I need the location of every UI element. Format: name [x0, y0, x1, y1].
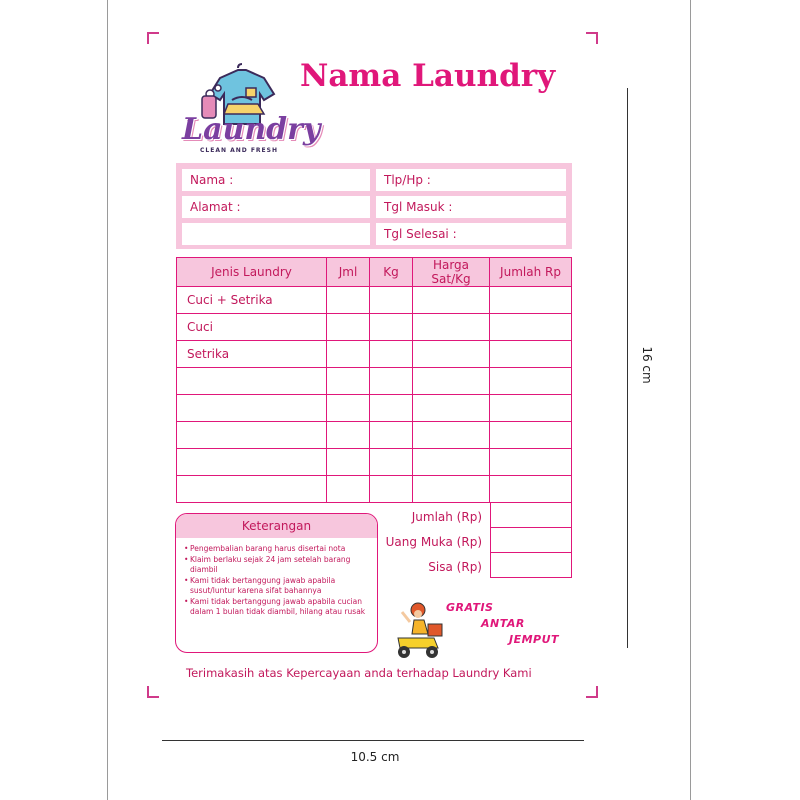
uang-muka-label: Uang Muka (Rp)	[385, 535, 482, 549]
service-name: Cuci + Setrika	[177, 287, 327, 314]
tgl-masuk-field[interactable]: Tgl Masuk :	[376, 196, 566, 218]
header-kg: Kg	[370, 258, 413, 287]
crop-mark-bottom-right	[586, 686, 598, 698]
laundry-items-table	[176, 257, 572, 503]
service-name[interactable]	[177, 422, 327, 449]
delivery-scooter-icon	[388, 600, 448, 662]
list-item: • Kami tidak bertanggung jawab apabila cucian dalam 1 bulan tidak diambil, hilang atau rusak	[184, 597, 371, 617]
list-item: • Pengembalian barang harus disertai nota	[184, 544, 371, 554]
promo-jemput: JEMPUT	[509, 633, 560, 646]
promo-gratis: GRATIS	[446, 601, 494, 614]
cell[interactable]	[490, 341, 572, 368]
cell[interactable]	[370, 476, 413, 503]
tgl-selesai-field[interactable]: Tgl Selesai :	[376, 223, 566, 245]
height-dimension-label: 16 cm	[640, 346, 654, 384]
crop-mark-top-left	[147, 32, 159, 44]
table-row	[177, 314, 572, 341]
nama-field[interactable]: Nama :	[182, 169, 370, 191]
cell[interactable]	[490, 368, 572, 395]
table-row	[177, 476, 572, 503]
cell[interactable]	[370, 449, 413, 476]
jumlah-label: Jumlah (Rp)	[411, 510, 482, 524]
table-row	[177, 287, 572, 314]
crop-mark-bottom-left	[147, 686, 159, 698]
sisa-label: Sisa (Rp)	[428, 560, 482, 574]
cell[interactable]	[490, 314, 572, 341]
header-harga: Harga Sat/Kg	[413, 258, 490, 287]
cell[interactable]	[327, 341, 370, 368]
list-item: • Klaim berlaku sejak 24 jam setelah barang diambil	[184, 555, 371, 575]
header-jumlah: Jumlah Rp	[490, 258, 572, 287]
cell[interactable]	[370, 341, 413, 368]
cell[interactable]	[327, 395, 370, 422]
cell[interactable]	[370, 422, 413, 449]
tlp-hp-field[interactable]: Tlp/Hp :	[376, 169, 566, 191]
cell[interactable]	[413, 368, 490, 395]
footer-thanks-text: Terimakasih atas Kepercayaan anda terhadap Laundry Kami	[186, 666, 532, 680]
cell[interactable]	[413, 341, 490, 368]
cell[interactable]	[327, 368, 370, 395]
alamat-field[interactable]: Alamat :	[182, 196, 370, 218]
cell[interactable]	[370, 368, 413, 395]
cell[interactable]	[327, 449, 370, 476]
width-dimension-line	[162, 740, 584, 741]
header-jml: Jml	[327, 258, 370, 287]
header-jenis-laundry: Jenis Laundry	[177, 258, 327, 287]
service-name[interactable]	[177, 395, 327, 422]
cell[interactable]	[490, 449, 572, 476]
table-header-row	[177, 258, 572, 287]
table-row	[177, 449, 572, 476]
service-name: Cuci	[177, 314, 327, 341]
cell[interactable]	[370, 314, 413, 341]
cell[interactable]	[413, 476, 490, 503]
cell[interactable]	[370, 287, 413, 314]
keterangan-title: Keterangan	[176, 514, 377, 538]
height-dimension-line	[627, 88, 628, 648]
service-name[interactable]	[177, 449, 327, 476]
service-name[interactable]	[177, 476, 327, 503]
keterangan-list	[176, 538, 377, 617]
cell[interactable]	[413, 422, 490, 449]
customer-info-box	[176, 163, 572, 249]
keterangan-box	[175, 513, 378, 653]
list-item: • Kami tidak bertanggung jawab apabila susut/luntur karena sifat bahannya	[184, 576, 371, 596]
sisa-value-cell[interactable]	[490, 552, 572, 578]
logo-text: Laundry	[182, 112, 321, 147]
cell[interactable]	[327, 422, 370, 449]
shop-name-title: Nama Laundry	[300, 58, 556, 94]
cell[interactable]	[370, 395, 413, 422]
uang-muka-value-cell[interactable]	[490, 527, 572, 553]
promo-antar: ANTAR	[481, 617, 525, 630]
table-row	[177, 395, 572, 422]
cell[interactable]	[413, 449, 490, 476]
cell[interactable]	[490, 287, 572, 314]
cell[interactable]	[413, 287, 490, 314]
cell[interactable]	[413, 395, 490, 422]
width-dimension-label: 10.5 cm	[350, 750, 400, 764]
service-name[interactable]	[177, 368, 327, 395]
cell[interactable]	[327, 476, 370, 503]
crop-mark-top-right	[586, 32, 598, 44]
cell[interactable]	[490, 476, 572, 503]
table-row	[177, 368, 572, 395]
cell[interactable]	[490, 422, 572, 449]
cell[interactable]	[327, 287, 370, 314]
logo-tagline: CLEAN AND FRESH	[200, 147, 278, 154]
cell[interactable]	[413, 314, 490, 341]
service-name: Setrika	[177, 341, 327, 368]
cell[interactable]	[327, 314, 370, 341]
alamat-field-line-2[interactable]	[182, 223, 370, 245]
jumlah-value-cell[interactable]	[490, 502, 572, 528]
cell[interactable]	[490, 395, 572, 422]
table-row	[177, 422, 572, 449]
table-row	[177, 341, 572, 368]
